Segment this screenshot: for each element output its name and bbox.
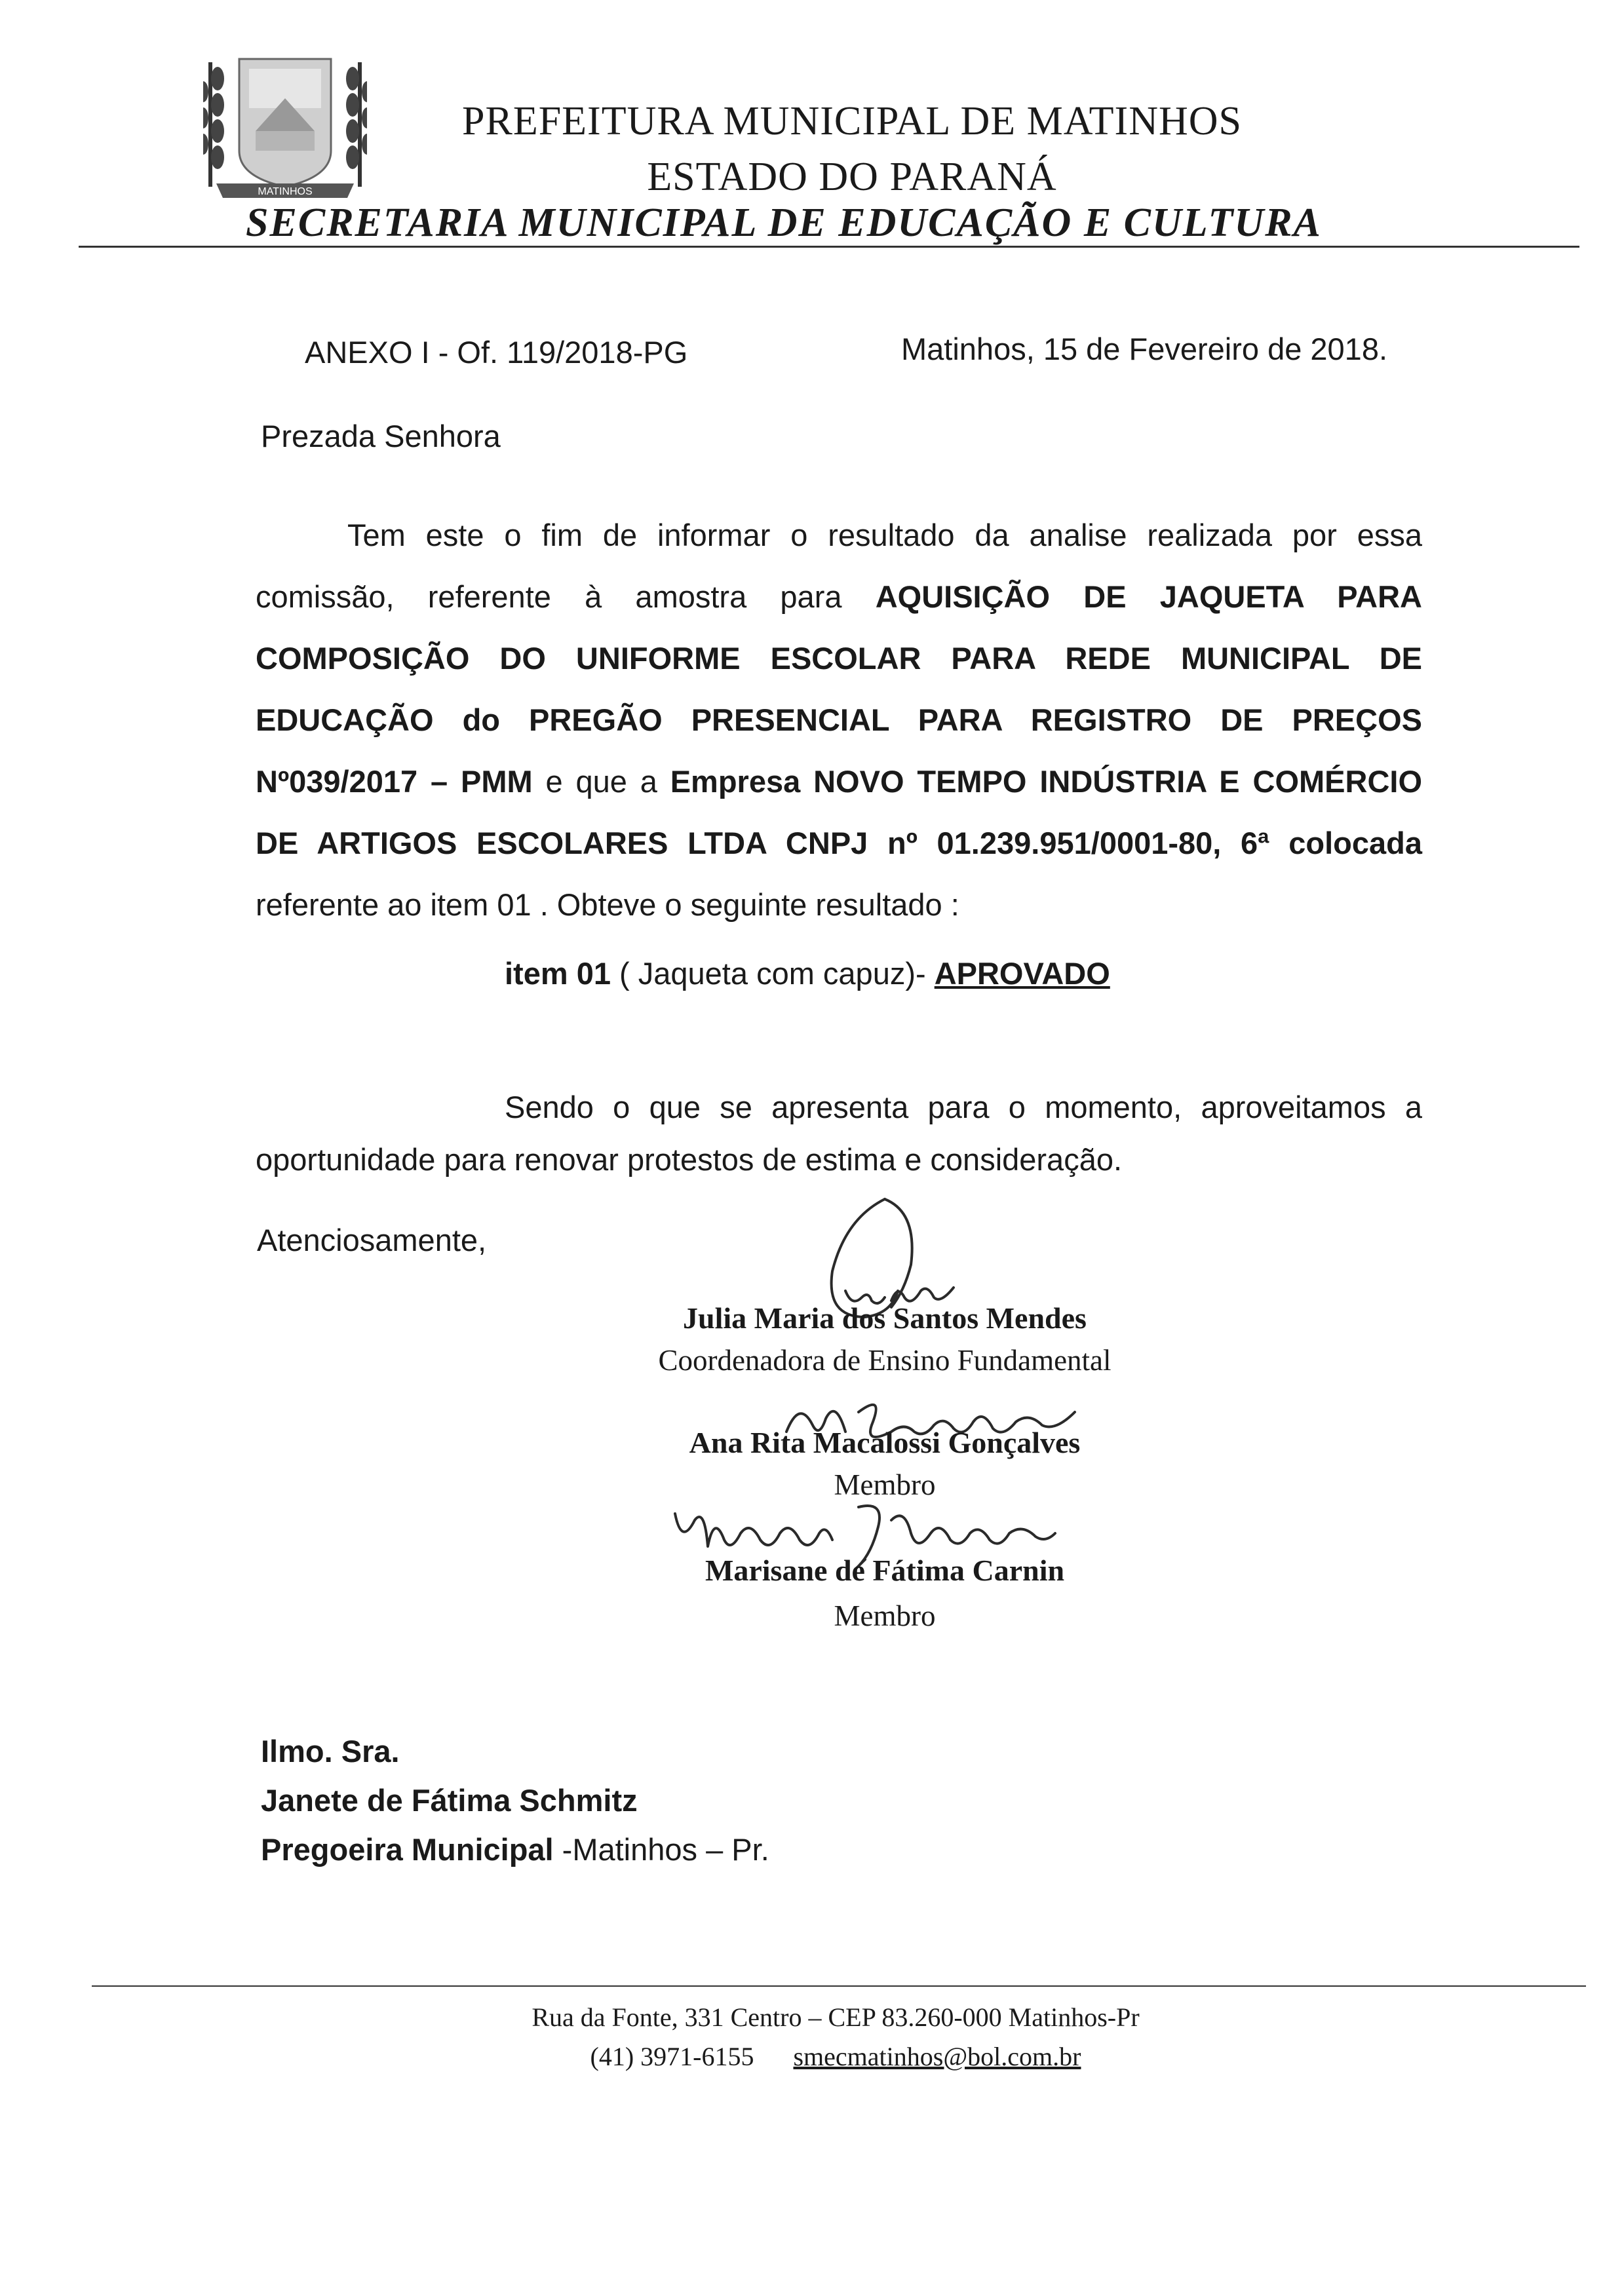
signatory-2-name: Ana Rita Macalossi Gonçalves [689, 1426, 1081, 1459]
result-item: item 01 [505, 956, 611, 991]
footer-phone: (41) 3971-6155 [590, 2042, 754, 2071]
header-department: SECRETARIA MUNICIPAL DE EDUCAÇÃO E CULTURA [246, 201, 1322, 245]
footer-divider [92, 1985, 1586, 1987]
addressee-title: Ilmo. Sra. [261, 1734, 400, 1769]
municipal-crest-logo [203, 52, 367, 203]
signatory-1-name: Julia Maria dos Santos Mendes [683, 1301, 1087, 1335]
p1-bold-subject: AQUISIÇÃO DE JAQUETA PARA COMPOSIÇÃO DO UNIFORME ESCOLAR PARA REDE MUNICIPAL DE EDUCAÇÃO do PREGÃO PRESENCIAL PARA REGISTRO DE PREÇOS Nº039/2017 – PMM [256, 579, 1422, 799]
signatory-3-name: Marisane de Fátima Carnin [705, 1554, 1065, 1587]
body-paragraph-2 [256, 1081, 1422, 1186]
header-municipality: PREFEITURA MUNICIPAL DE MATINHOS [461, 99, 1243, 144]
p1-text-1: Tem este o fim de informar o resultado da analise realizada por essa comissão, referente à amostra para [256, 518, 1422, 614]
footer-address: Rua da Fonte, 331 Centro – CEP 83.260-000 Matinhos-Pr [532, 2002, 1140, 2032]
addressee-role: Pregoeira Municipal [261, 1832, 554, 1867]
result-status: APROVADO [934, 956, 1110, 991]
closing: Atenciosamente, [257, 1223, 487, 1257]
p2-text: Sendo o que se apresenta para o momento, aproveitamos a oportunidade para renovar protestos de estima e consideração. [256, 1090, 1422, 1177]
result-description: ( Jaqueta com capuz)- [610, 956, 935, 991]
addressee-location: -Matinhos – Pr. [553, 1832, 769, 1867]
p1-text-3: referente ao item 01 . Obteve o seguinte resultado : [256, 887, 959, 922]
document-date: Matinhos, 15 de Fevereiro de 2018. [901, 332, 1388, 366]
p1-text-2: e que a [532, 764, 670, 799]
header-divider [79, 246, 1579, 248]
document-reference: ANEXO I - Of. 119/2018-PG [305, 335, 688, 370]
signatory-3-role: Membro [834, 1599, 936, 1632]
salutation: Prezada Senhora [261, 419, 501, 453]
footer-email: smecmatinhos@bol.com.br [793, 2042, 1081, 2071]
p1-bold-company: Empresa NOVO TEMPO INDÚSTRIA E COMÉRCIO DE ARTIGOS ESCOLARES LTDA CNPJ nº 01.239.951/0001-80, 6ª colocada [256, 764, 1422, 860]
result-line [505, 955, 1110, 991]
footer-contact [459, 2041, 1212, 2072]
header-state: ESTADO DO PARANÁ [647, 155, 1057, 199]
signatory-2-role: Membro [834, 1468, 936, 1501]
addressee-name: Janete de Fátima Schmitz [261, 1783, 638, 1818]
addressee-position [261, 1831, 769, 1867]
body-paragraph-1 [256, 505, 1422, 936]
crest-banner-text: MATINHOS [258, 186, 313, 197]
signatory-1-role: Coordenadora de Ensino Fundamental [658, 1344, 1112, 1377]
